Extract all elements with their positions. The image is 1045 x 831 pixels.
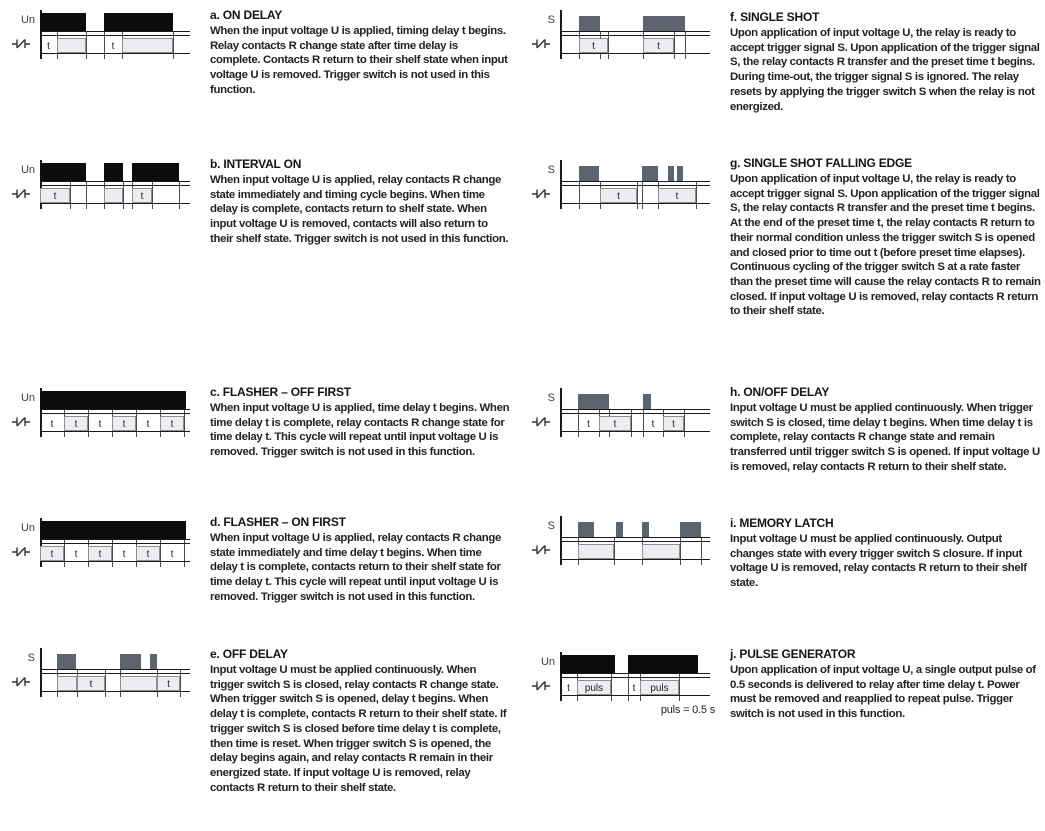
bottom-baseline (560, 559, 710, 560)
signal-pulse (40, 521, 186, 539)
relay-state-cell: t (658, 188, 696, 203)
section-title: d. FLASHER – ON FIRST (210, 515, 346, 529)
relay-contact-icon (12, 675, 32, 689)
relay-state-cell: t (651, 418, 655, 430)
section-title: f. SINGLE SHOT (730, 10, 820, 24)
top-baseline (560, 409, 710, 410)
relay-state-cell: t (50, 418, 54, 430)
signal-pulse (578, 394, 609, 409)
relay-state-cell: t (47, 40, 50, 52)
relay-state-cell: t (643, 38, 674, 53)
signal-pulse (560, 655, 615, 673)
relay-state-cell (57, 676, 77, 691)
signal-pulse (642, 166, 658, 181)
bottom-baseline (40, 203, 190, 204)
relay-rail (560, 35, 710, 36)
timing-plot (40, 384, 196, 460)
timing-plot (560, 512, 716, 588)
relay-rail (40, 673, 190, 674)
diagram-off-delay (4, 644, 196, 720)
relay-state-cell (122, 38, 173, 53)
top-baseline (560, 31, 710, 32)
section-body: Input voltage U must be applied continuously. When trigger switch S is closed, relay contacts R change state. When trigger switch S is opened, delay t begins. When delay t is complete, contacts R return to their shelf state. If trigger switch S is closed before time delay t is complete, then time is reset. When trigger switch S is opened, the delay begins again, and relay contacts R remain in their energized state. If input voltage U is removed, relay contacts R return to their shelf state. (210, 664, 507, 794)
relay-state-cell: t (157, 676, 180, 691)
top-baseline (560, 181, 710, 182)
bottom-baseline (40, 53, 190, 54)
signal-pulse (642, 522, 649, 537)
signal-label: Un (540, 656, 555, 668)
signal-pulse (680, 522, 701, 537)
signal-pulse (40, 391, 186, 409)
diagram-note: puls = 0.5 s (660, 704, 715, 716)
top-baseline (560, 537, 710, 538)
relay-state-cell: t (40, 188, 70, 203)
relay-state-cell: t (663, 416, 684, 431)
section-body: Upon application of input voltage U, a single output pulse of 0.5 seconds is delivered to relay after time delay t. Power must be removed and reapplied to repeat pulse. Trigger switch is not used in this function. (730, 664, 1036, 721)
relay-contact-icon (532, 679, 552, 693)
top-baseline (40, 409, 190, 410)
signal-label: S (547, 392, 555, 404)
relay-rail (560, 541, 710, 542)
relay-state-cell: t (146, 418, 150, 430)
signal-label: Un (20, 392, 35, 404)
relay-state-cell: t (122, 548, 126, 560)
section-title: i. MEMORY LATCH (730, 516, 834, 530)
signal-label: S (547, 520, 555, 532)
relay-state-cell: puls (577, 680, 611, 695)
section-e (210, 647, 510, 795)
relay-state-cell: t (599, 416, 631, 431)
timing-plot (560, 6, 716, 82)
section-g (730, 156, 1042, 319)
section-title: c. FLASHER – OFF FIRST (210, 385, 351, 399)
relay-state-cell (57, 38, 86, 53)
relay-state-cell: t (579, 38, 608, 53)
relay-contact-icon (532, 37, 552, 51)
signal-label: Un (20, 522, 35, 534)
signal-pulse (40, 13, 86, 31)
relay-state-cell: t (170, 548, 174, 560)
bottom-baseline (560, 203, 710, 204)
relay-rail (560, 677, 710, 678)
relay-rail (40, 413, 190, 414)
signal-pulse (104, 13, 173, 31)
signal-pulse (668, 166, 674, 181)
relay-state-cell: t (40, 546, 64, 561)
section-i (730, 516, 1042, 591)
diagram-on-delay (4, 6, 196, 82)
bottom-baseline (40, 561, 190, 562)
relay-rail (40, 35, 190, 36)
relay-state-cell: t (74, 548, 78, 560)
relay-contact-icon (12, 37, 32, 51)
relay-state-cell: t (587, 418, 590, 430)
signal-pulse (578, 522, 594, 537)
section-body: When the input voltage U is applied, timing delay t begins. Relay contacts R change state after time delay is complete. Contacts R return to their shelf state when input voltage U is removed. Trigger switch is not used in this function. (210, 25, 508, 96)
section-c (210, 385, 510, 460)
relay-state-cell (104, 188, 123, 203)
top-baseline (40, 31, 190, 32)
diagram-flasher-off-first (4, 384, 196, 460)
relay-state-cell: t (77, 676, 105, 691)
relay-state-cell (578, 544, 614, 559)
relay-rail (560, 185, 710, 186)
signal-label: Un (20, 164, 35, 176)
timing-plot (40, 514, 196, 590)
section-f (730, 10, 1042, 114)
relay-contact-icon (12, 545, 32, 559)
section-title: e. OFF DELAY (210, 647, 288, 661)
section-h (730, 385, 1042, 475)
signal-label: Un (20, 14, 35, 26)
relay-state-cell (642, 544, 680, 559)
signal-pulse (628, 655, 698, 673)
signal-pulse (120, 654, 141, 669)
relay-state-cell: puls (640, 680, 679, 695)
relay-state-cell: t (64, 416, 88, 431)
relay-state-cell: t (632, 682, 636, 694)
relay-contact-icon (532, 187, 552, 201)
bottom-baseline (560, 431, 710, 432)
timing-plot (40, 644, 196, 720)
bottom-baseline (560, 53, 710, 54)
signal-pulse (579, 16, 600, 31)
timing-plot (40, 6, 196, 82)
bottom-baseline (560, 695, 710, 696)
signal-pulse (150, 654, 157, 669)
relay-rail (40, 185, 190, 186)
bottom-baseline (40, 691, 190, 692)
section-b (210, 157, 510, 247)
section-title: h. ON/OFF DELAY (730, 385, 830, 399)
relay-state-cell: t (132, 188, 152, 203)
diagram-on-off-delay (524, 384, 716, 460)
section-title: j. PULSE GENERATOR (730, 647, 856, 661)
relay-state-cell: t (111, 40, 115, 52)
diagram-memory-latch (524, 512, 716, 588)
relay-state-cell: t (600, 188, 637, 203)
signal-pulse (40, 163, 86, 181)
top-baseline (560, 673, 710, 674)
relay-state-cell: t (160, 416, 184, 431)
top-baseline (40, 539, 190, 540)
top-baseline (40, 669, 190, 670)
section-j (730, 647, 1042, 722)
signal-pulse (57, 654, 76, 669)
relay-state-cell: t (98, 418, 102, 430)
diagram-single-shot (524, 6, 716, 82)
relay-state-cell (120, 676, 157, 691)
section-body: Upon application of input voltage U, the relay is ready to accept trigger signal S. Upon application of the trigger signal S, the relay contacts R transfer and the preset time t begins. During time-out, the trigger signal S is ignored. The relay resets by applying the trigger switch S when the relay is not energized. (730, 27, 1040, 113)
timing-plot (560, 648, 716, 724)
timing-plot (560, 156, 716, 232)
timing-plot (40, 156, 196, 232)
diagram-interval-on (4, 156, 196, 232)
diagram-single-shot-falling-edge (524, 156, 716, 232)
section-title: g. SINGLE SHOT FALLING EDGE (730, 156, 912, 170)
signal-pulse (643, 394, 651, 409)
diagram-flasher-on-first (4, 514, 196, 590)
section-d (210, 515, 510, 605)
signal-pulse (616, 522, 623, 537)
signal-label: S (547, 164, 555, 176)
section-title: a. ON DELAY (210, 8, 283, 22)
section-body: When input voltage U is applied, time delay t begins. When time delay t is complete, relay contacts R change state for time delay t. This cycle will repeat until input voltage U is removed. Trigger switch is not used in this function. (210, 402, 510, 459)
signal-pulse (677, 166, 683, 181)
signal-label: S (547, 14, 555, 26)
signal-pulse (132, 163, 179, 181)
signal-label: S (27, 652, 35, 664)
relay-contact-icon (532, 543, 552, 557)
section-title: b. INTERVAL ON (210, 157, 302, 171)
signal-pulse (104, 163, 123, 181)
timing-plot (560, 384, 716, 460)
relay-state-cell: t (567, 682, 570, 694)
diagram-pulse-generator (524, 648, 716, 724)
relay-contact-icon (532, 415, 552, 429)
section-body: Upon application of input voltage U, the relay is ready to accept trigger signal S. Upon application of the trigger signal S, the relay contacts R transfer and the preset time t begins. At the end of the preset time t, the relay contacts R return to their normal condition unless the trigger switch S is opened and closed prior to time out t (before preset time elapses). Continuous cycling of the trigger switch S at a rate faster than the preset time will cause the relay contacts R to remain closed. If input voltage U is removed, relay contacts R return to their shelf state. (730, 173, 1041, 318)
relay-state-cell: t (88, 546, 112, 561)
signal-pulse (579, 166, 599, 181)
relay-state-cell: t (112, 416, 136, 431)
section-body: Input voltage U must be applied continuously. Output changes state with every trigger switch S closure. If input voltage U is removed, relay contacts R return to their shelf state. (730, 533, 1027, 590)
section-body: Input voltage U must be applied continuously. When trigger switch S is closed, time delay t begins. When time delay t is complete, relay contacts R change state and remain transferred until trigger switch S is opened. If input voltage U is removed, relay contacts R return to their shelf state. (730, 402, 1040, 473)
section-a (210, 8, 510, 98)
relay-state-cell: t (136, 546, 160, 561)
relay-contact-icon (12, 415, 32, 429)
top-baseline (40, 181, 190, 182)
bottom-baseline (40, 431, 190, 432)
section-body: When input voltage U is applied, relay contacts R change state immediately and time delay t begins. When time delay t is complete, contacts return to their shelf state for time delay t. This cycle will repeat until input voltage U is removed. Trigger switch is not used in this function. (210, 532, 502, 603)
relay-contact-icon (12, 187, 32, 201)
relay-rail (40, 543, 190, 544)
section-body: When input voltage U is applied, relay contacts R change state immediately and timing cycle begins. When time delay is complete, contacts return to shelf state. When input voltage U is removed, contacts will also return to their shelf state. Trigger switch is not used in this function. (210, 174, 509, 245)
relay-rail (560, 413, 710, 414)
signal-pulse (643, 16, 685, 31)
